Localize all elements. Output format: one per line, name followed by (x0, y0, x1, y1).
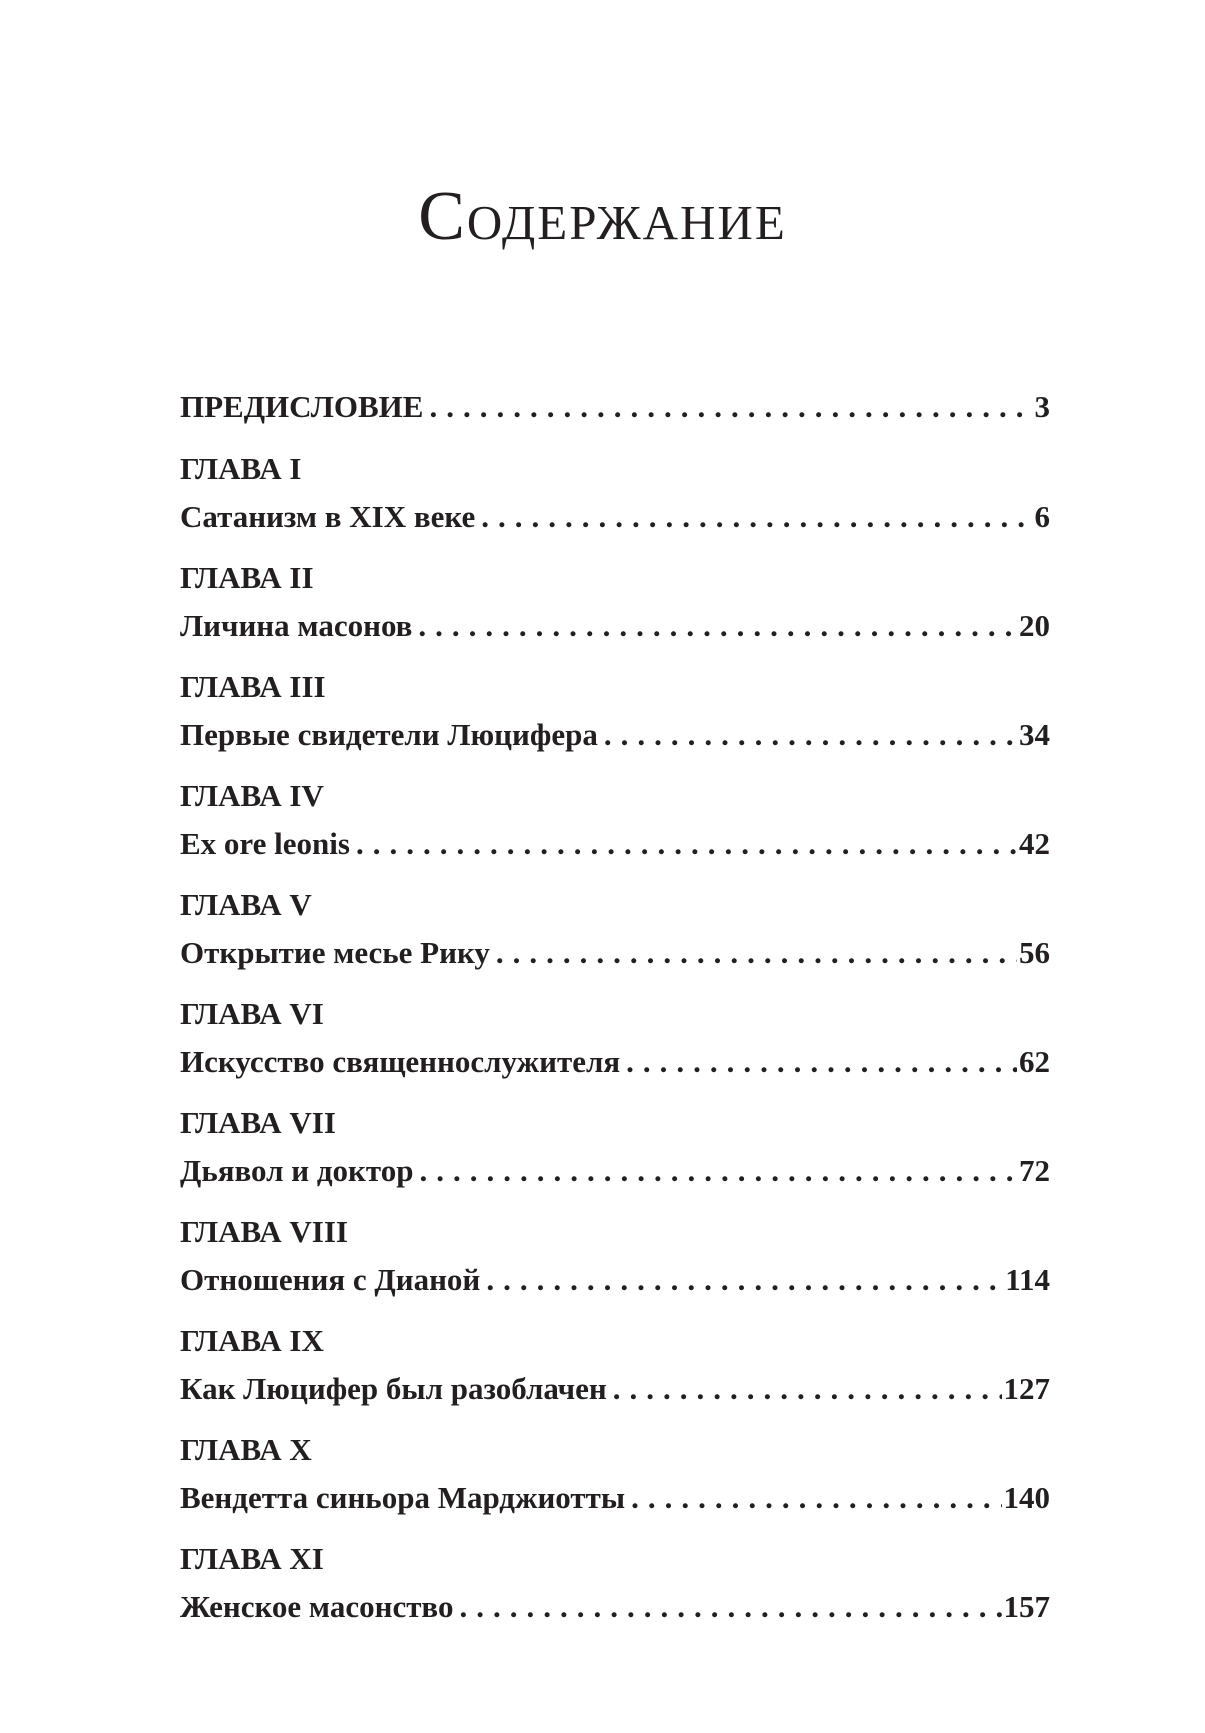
chapter-title: Дьявол и доктор (180, 1153, 414, 1188)
page-number: 3 (1034, 389, 1050, 424)
toc-line (180, 607, 1050, 645)
dot-leader (613, 1370, 1002, 1408)
page-number: 127 (1003, 1371, 1050, 1406)
page-number: 72 (1019, 1153, 1050, 1188)
chapter-heading: ГЛАВА X (180, 1432, 312, 1467)
chapter-title: Искусство священнослужителя (180, 1044, 621, 1079)
dot-leader (459, 1588, 1001, 1626)
page-number: 114 (1005, 1262, 1050, 1297)
page-number: 140 (1003, 1480, 1050, 1515)
page-number: 6 (1034, 499, 1050, 534)
chapter-heading: ГЛАВА II (180, 560, 314, 595)
chapter-heading: ГЛАВА VIII (180, 1214, 348, 1249)
toc-entry-chapter-9 (180, 1322, 1050, 1408)
table-of-contents (180, 388, 1050, 1649)
toc-line (180, 934, 1050, 972)
dot-leader (356, 825, 1017, 863)
toc-line (180, 1261, 1050, 1299)
dot-leader (419, 1152, 1017, 1190)
dot-leader (604, 716, 1017, 754)
chapter-heading: ГЛАВА I (180, 451, 302, 486)
chapter-heading: ГЛАВА VI (180, 996, 324, 1031)
dot-leader (486, 1261, 1003, 1299)
toc-line (180, 716, 1050, 754)
toc-line (180, 1152, 1050, 1190)
toc-line (180, 1370, 1050, 1408)
chapter-title: Открытие месье Рику (180, 935, 490, 970)
dot-leader (481, 498, 1032, 536)
chapter-title: Женское масонство (180, 1589, 454, 1624)
toc-entry-chapter-6 (180, 995, 1050, 1081)
toc-entry-chapter-4 (180, 777, 1050, 863)
chapter-heading: ГЛАВА XI (180, 1541, 324, 1576)
toc-line (180, 388, 1050, 426)
toc-line (180, 1043, 1050, 1081)
toc-entry-chapter-2 (180, 559, 1050, 645)
dot-leader (496, 934, 1017, 972)
chapter-heading: ГЛАВА IV (180, 778, 324, 813)
dot-leader (429, 388, 1032, 426)
toc-entry-chapter-7 (180, 1104, 1050, 1190)
dot-leader (631, 1479, 1001, 1517)
page-number: 34 (1019, 717, 1050, 752)
toc-entry-chapter-1 (180, 450, 1050, 536)
page-number: 20 (1019, 608, 1050, 643)
chapter-title: Сатанизм в XIX веке (180, 499, 476, 534)
page-title: Содержание (418, 178, 787, 255)
page-number: 42 (1019, 826, 1050, 861)
toc-line (180, 498, 1050, 536)
page-number: 56 (1019, 935, 1050, 970)
toc-entry-chapter-11 (180, 1540, 1050, 1626)
toc-entry-chapter-5 (180, 886, 1050, 972)
chapter-heading: ГЛАВА III (180, 669, 326, 704)
chapter-title: Отношения с Дианой (180, 1262, 481, 1297)
toc-entry-preface (180, 388, 1050, 426)
toc-entry-chapter-3 (180, 668, 1050, 754)
chapter-title: Ex ore leonis (180, 826, 350, 861)
dot-leader (626, 1043, 1017, 1081)
dot-leader (418, 607, 1017, 645)
page-number: 62 (1019, 1044, 1050, 1079)
page-number: 157 (1003, 1589, 1050, 1624)
chapter-heading: ГЛАВА V (180, 887, 312, 922)
preface-label: ПРЕДИСЛОВИЕ (180, 389, 424, 424)
chapter-title: Как Люцифер был разоблачен (180, 1371, 607, 1406)
toc-line (180, 1479, 1050, 1517)
toc-entry-chapter-8 (180, 1213, 1050, 1299)
chapter-title: Вендетта синьора Марджиотты (180, 1480, 626, 1515)
chapter-heading: ГЛАВА VII (180, 1105, 336, 1140)
chapter-heading: ГЛАВА IX (180, 1323, 324, 1358)
chapter-title: Первые свидетели Люцифера (180, 717, 598, 752)
chapter-title: Личина масонов (180, 608, 413, 643)
toc-line (180, 825, 1050, 863)
toc-line (180, 1588, 1050, 1626)
toc-entry-chapter-10 (180, 1431, 1050, 1517)
